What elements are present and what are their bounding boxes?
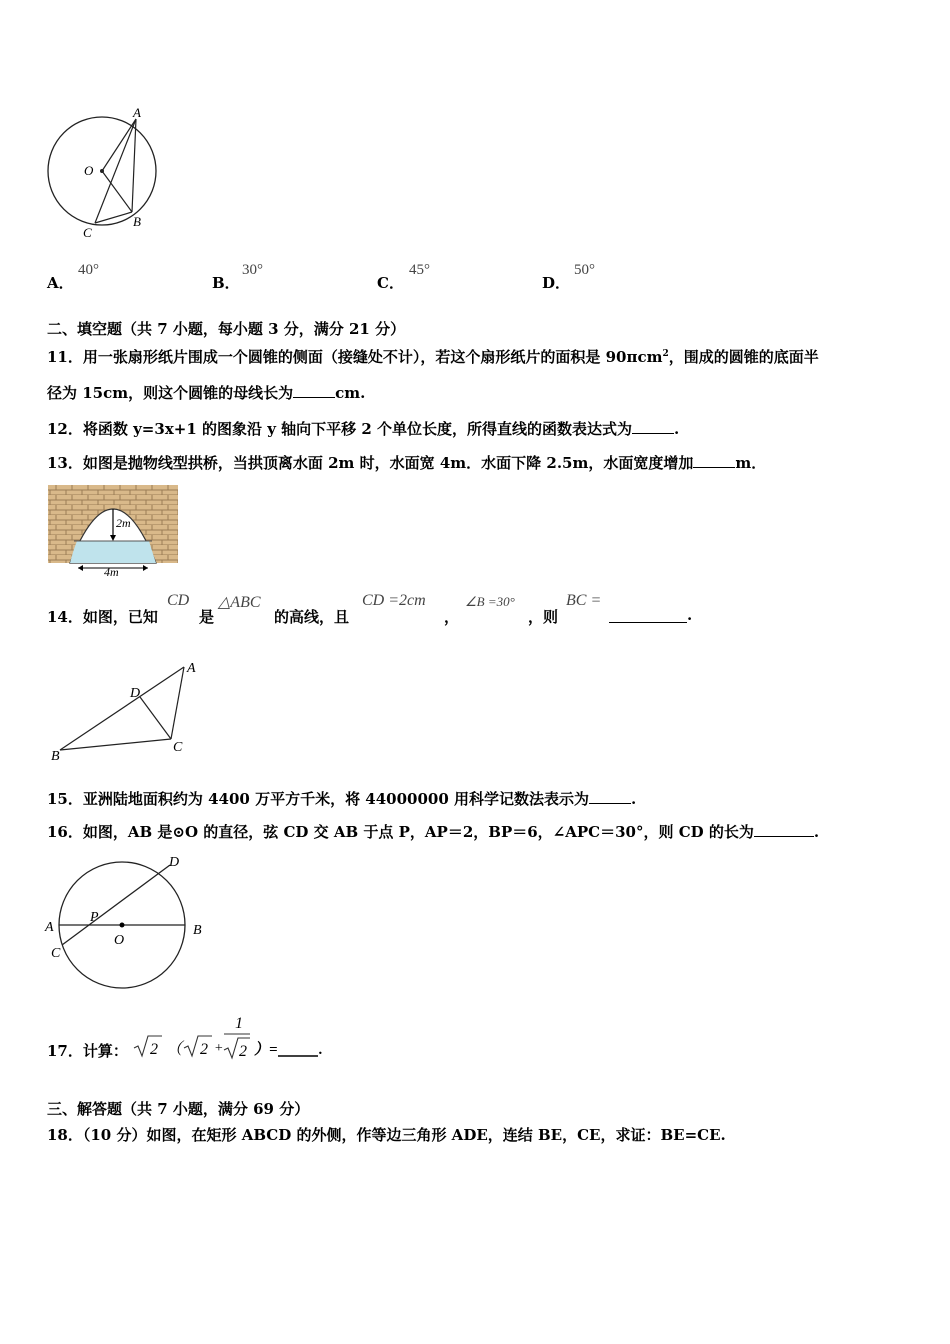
q14-altitude-cd — [140, 697, 171, 739]
q10-center-dot — [100, 169, 104, 173]
q10-label-c: C — [83, 225, 92, 240]
q13-water — [70, 541, 156, 563]
q14-label-b: B — [51, 749, 60, 764]
q13 — [47, 452, 766, 473]
q10-option-a-value: 40° — [78, 262, 99, 278]
q10-option-b-letter: B． — [212, 274, 240, 292]
q14-triangle-figure — [48, 655, 208, 765]
q17-fraction-numerator: 1 — [235, 1015, 243, 1032]
q10-option-d-value: 50° — [574, 262, 595, 278]
q10-chord-cb — [95, 212, 132, 223]
q12-answer-blank[interactable] — [632, 419, 674, 434]
q16-circle-figure — [40, 850, 220, 1000]
q11-line-2 — [47, 382, 365, 403]
q14-bc: BC = — [566, 592, 602, 609]
q14-period: . — [687, 606, 693, 624]
q17-sqrt-arg-1: 2 — [150, 1041, 158, 1058]
q13-width-arrowhead-right — [143, 565, 148, 571]
q14-given-angle: ∠B =30° — [465, 594, 515, 609]
q16-label-d: D — [169, 855, 180, 870]
q14-label-d: D — [130, 686, 141, 701]
section-2-title: 二、填空题（共 7 小题，每小题 3 分，满分 21 分） — [47, 320, 406, 338]
q17-close-paren-equals: ）= — [254, 1042, 278, 1058]
q15-period: . — [631, 790, 637, 808]
q16-text: 16．如图，AB 是⊙O 的直径，弦 CD 交 AB 于点 P，AP＝2，BP＝6，∠APC＝30°，则 CD 的长为 — [47, 823, 754, 841]
q17-sqrt-arg-2: 2 — [200, 1041, 208, 1058]
q10-option-b-value: 30° — [242, 262, 263, 278]
q15-answer-blank[interactable] — [589, 789, 631, 804]
q10-label-a: A — [133, 105, 141, 120]
q16 — [47, 821, 819, 842]
q12 — [47, 418, 679, 439]
q14-given-cd: CD =2cm — [362, 592, 426, 609]
q14-answer-blank[interactable] — [609, 608, 687, 623]
q10-option-c-letter: C． — [377, 274, 404, 292]
q17-plus: + — [214, 1041, 224, 1056]
q16-label-a: A — [45, 920, 54, 935]
q10-line-ob — [102, 171, 132, 212]
q14-side-bc — [60, 739, 171, 750]
q14-is: 是 — [199, 608, 215, 626]
q16-center-dot — [120, 923, 125, 928]
q14-prefix: 14．如图，已知 — [47, 608, 158, 626]
q13-answer-blank[interactable] — [693, 453, 735, 468]
q10-label-o: O — [84, 163, 94, 178]
q17-open-paren: （ — [166, 1041, 183, 1058]
q16-label-o: O — [114, 933, 125, 948]
q10-option-c-value: 45° — [409, 262, 430, 278]
q17-prefix: 17．计算： — [47, 1042, 128, 1060]
q16-label-p: P — [90, 910, 99, 925]
q14-cd: CD — [167, 592, 190, 609]
q11-text-2: 径为 15cm，则这个圆锥的母线长为 — [47, 384, 294, 402]
q13-unit: m． — [735, 454, 767, 472]
q11-text-1b: ，围成的圆锥的底面半 — [668, 348, 819, 366]
q17-period: . — [319, 1042, 323, 1058]
q10-circle-figure — [40, 105, 170, 245]
q13-text: 13．如图是抛物线型拱桥，当拱顶离水面 2m 时，水面宽 4m．水面下降 2.5m，水面宽度增加 — [47, 454, 694, 472]
q16-answer-blank[interactable] — [754, 822, 814, 837]
q16-period: . — [813, 823, 820, 841]
q14-then: ，则 — [528, 608, 559, 626]
q10-option-d-letter: D． — [542, 274, 571, 292]
q15 — [47, 788, 636, 809]
q11-answer-blank[interactable] — [293, 383, 335, 398]
q14-triangle-abc: △ABC — [218, 594, 261, 611]
q10-chord-ab — [132, 119, 136, 212]
q17-expression — [132, 1010, 332, 1065]
q16-label-c: C — [51, 946, 61, 961]
section-3-title: 三、解答题（共 7 小题，满分 69 分） — [47, 1100, 310, 1118]
q11-text-1: 11．用一张扇形纸片围成一个圆锥的侧面（接缝处不计），若这个扇形纸片的面积是 90πcm — [47, 348, 663, 366]
q14-altitude-text: 的高线，且 — [274, 608, 350, 626]
q11-superscript: 2 — [662, 349, 669, 359]
q14-side-ab — [60, 667, 184, 750]
q14-label-c: C — [173, 740, 183, 755]
q11-unit: cm. — [335, 384, 366, 402]
q12-period: . — [674, 420, 680, 438]
q12-text: 12．将函数 y=3x+1 的图象沿 y 轴向下平移 2 个单位长度，所得直线的函数表达式为 — [47, 420, 633, 438]
q15-text: 15．亚洲陆地面积约为 4400 万平方千米，将 44000000 用科学记数法表示为 — [47, 790, 590, 808]
q16-label-b: B — [193, 923, 202, 938]
q10-label-b: B — [133, 214, 141, 229]
q11-line-1 — [47, 346, 819, 367]
q17-sqrt-arg-3: 2 — [239, 1043, 247, 1060]
q13-height-label: 2m — [116, 516, 131, 530]
q13-width-arrowhead-left — [78, 565, 83, 571]
q13-width-label: 4m — [104, 565, 119, 577]
q10-option-a-letter: A． — [47, 274, 74, 292]
q14-side-ac — [171, 667, 184, 739]
q18: 18．（10 分）如图，在矩形 ABCD 的外侧，作等边三角形 ADE，连结 BE，CE，求证：BE=CE. — [47, 1126, 726, 1144]
q14-comma-1: ， — [444, 608, 460, 626]
q14-label-a: A — [187, 661, 196, 676]
q13-arch-bridge-figure — [48, 485, 178, 577]
